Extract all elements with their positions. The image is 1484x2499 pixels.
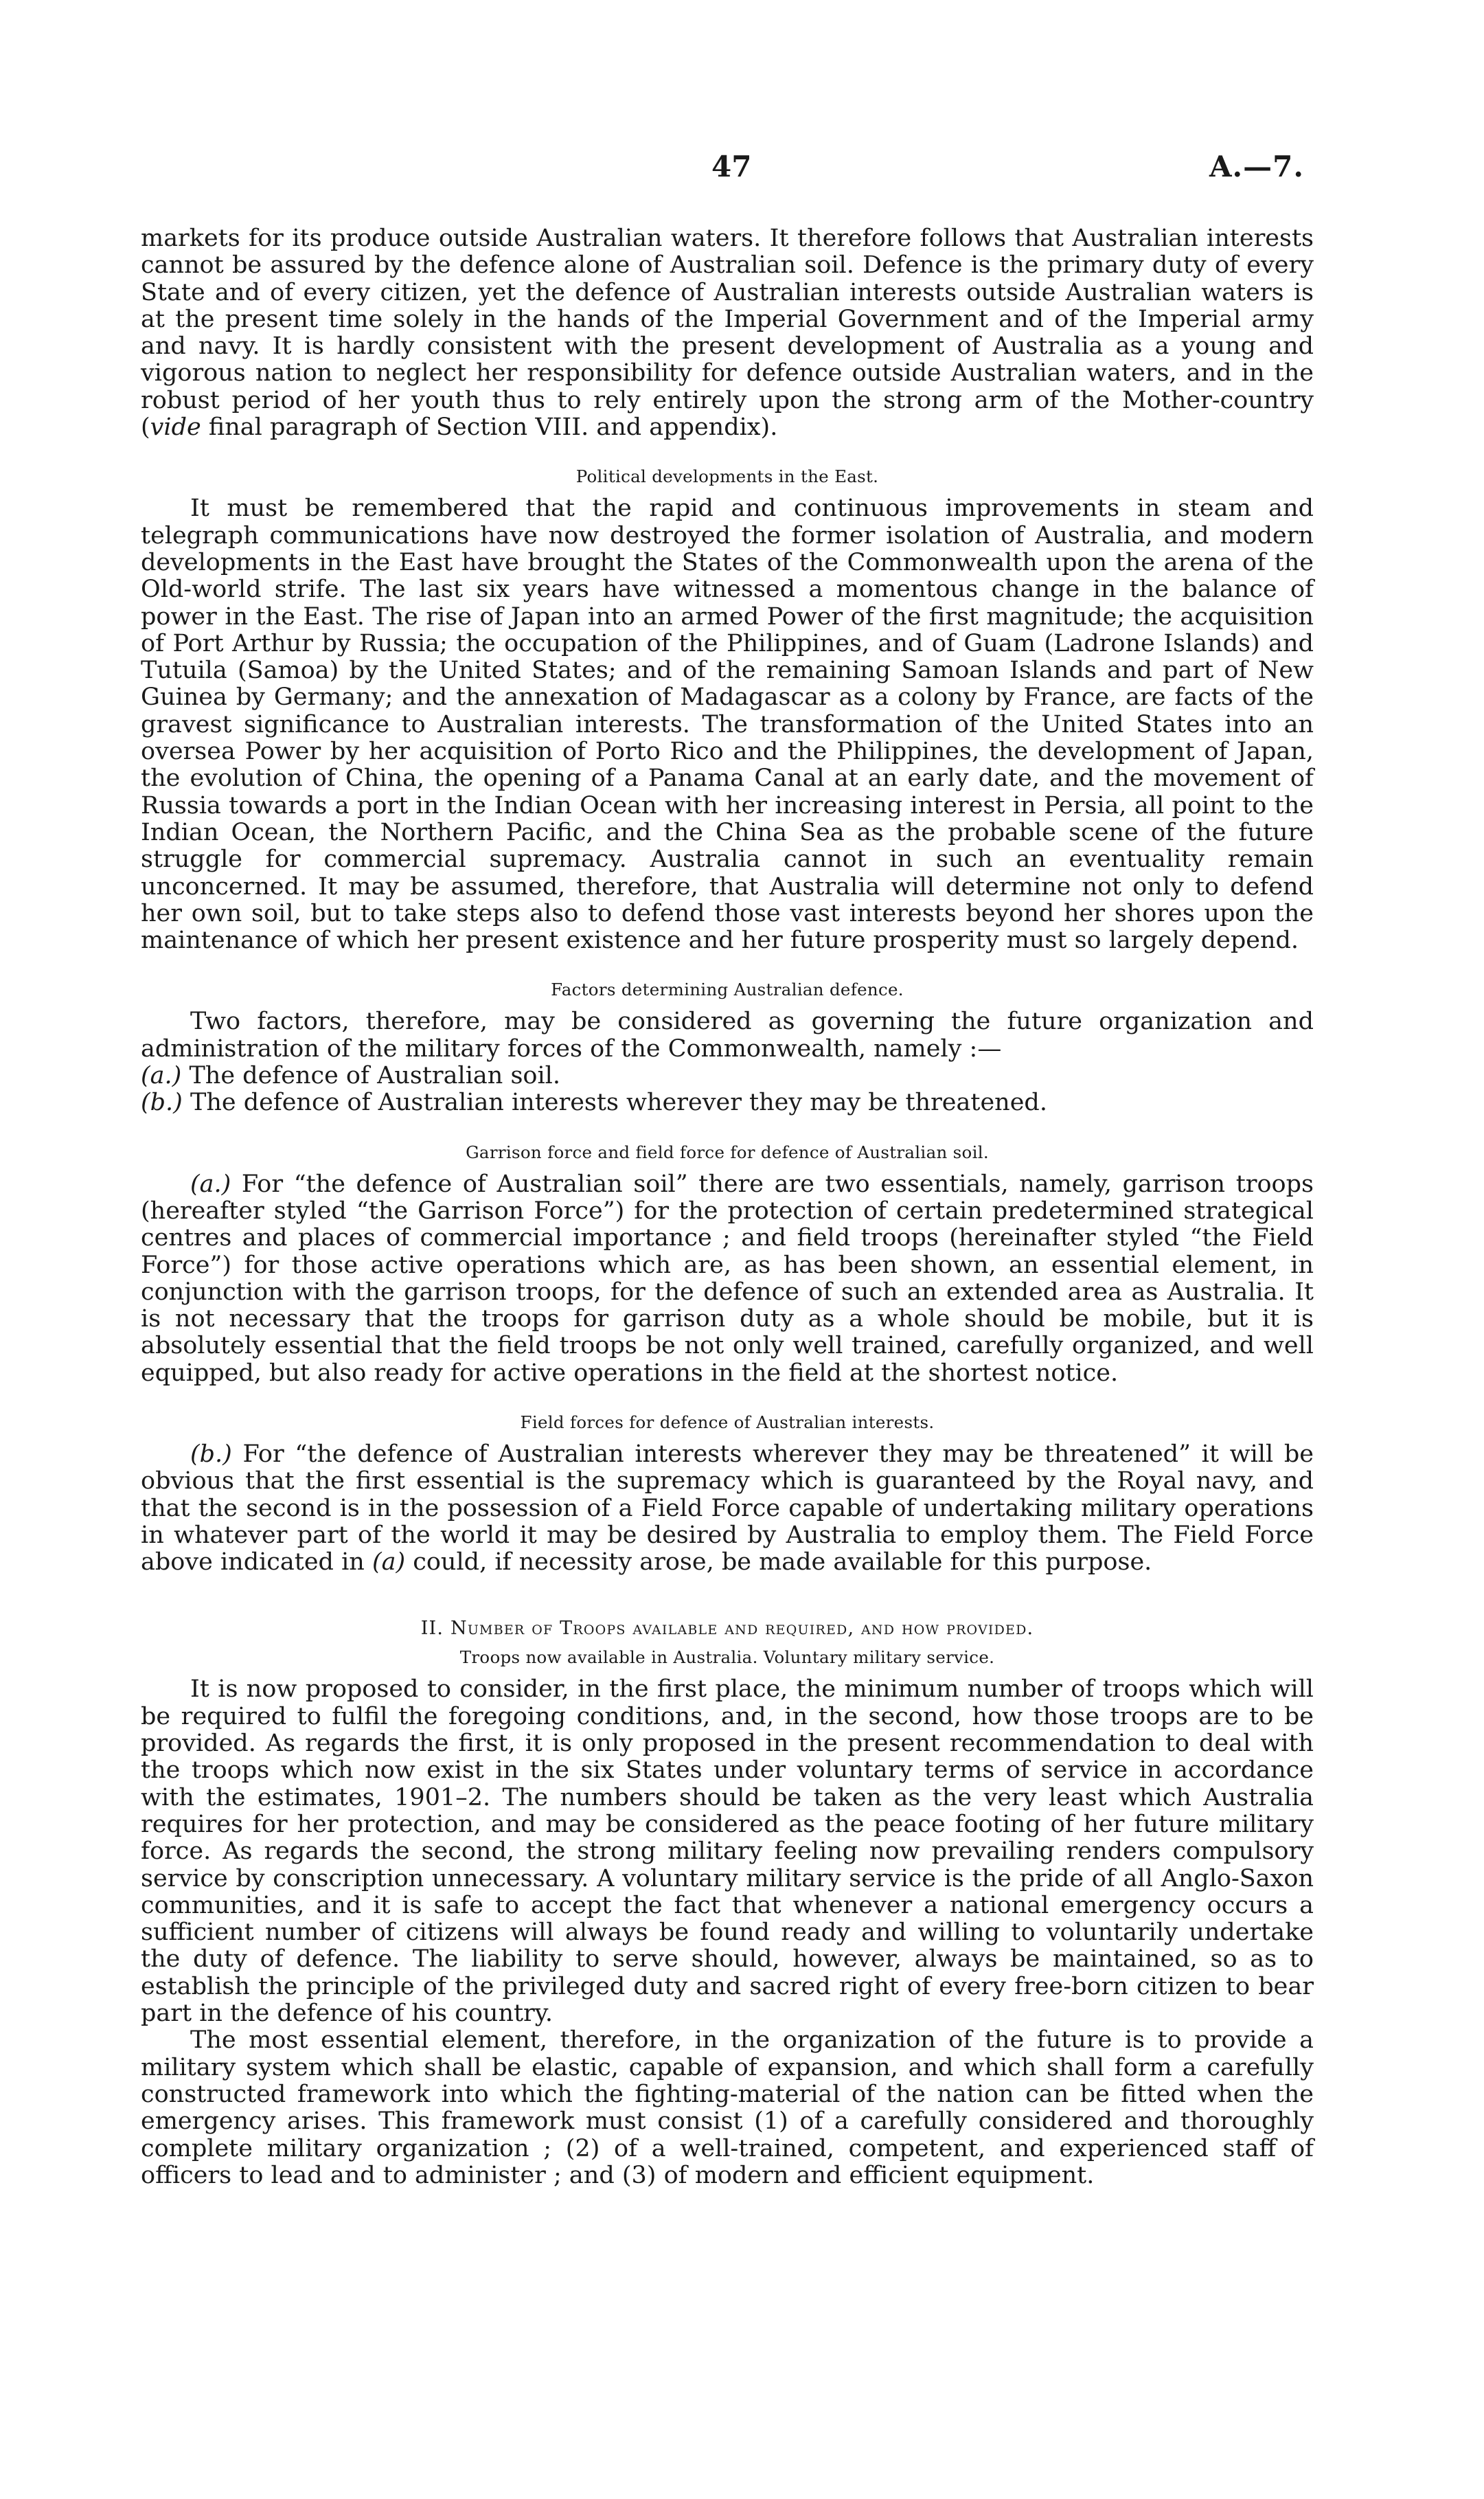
heading-political-developments: Political developments in the East. xyxy=(575,466,879,487)
heading-garrison-force: Garrison force and field force for defence of Australian soil. xyxy=(466,1142,989,1162)
paragraph-military-system: The most essential element, therefore, in the organization of the future is to provide a military system which shall be elastic, capable of expansion, and which shall form a carefully constructed framework into which the fighting-material of the nation can be fitted when the emergency arises. This framework must consist (1) of a carefully considered and thoroughly complete military organization ; (2) of a well-trained, competent, and experienced staff of officers to lead and to administer ; and (3) of modern and efficient equipment. xyxy=(141,2026,1314,2189)
list-item-b: (b.) The defence of Australian interests wherever they may be threatened. xyxy=(141,1089,1047,1117)
section-ii-title: II. Number of Troops available and required, and how provided. xyxy=(420,1618,1034,1640)
paragraph-field-forces: (b.) For “the defence of Australian interests wherever they may be threatened” it will be obvious that the first essential is the supremacy which is guaranteed by the Royal navy, and that the second is in the possession of a Field Force capable of undertaking military operations in whatever part of the world it may be desired by Australia to employ them. The Field Force above indicated in (a) could, if necessity arose, be made available for this purpose. xyxy=(141,1440,1314,1576)
heading-field-forces: Field forces for defence of Australian interests. xyxy=(520,1412,935,1432)
paragraph-continuation: markets for its produce outside Australian waters. It therefore follows that Australian interests cannot be assured by the defence alone of Australian soil. Defence is the primary duty of every State and of every citizen, yet the defence of Australian interests outside Australian waters is at the present time solely in the hands of the Imperial Government and of the Imperial army and navy. It is hardly consistent with the present development of Australia as a young and vigorous nation to neglect her responsibility for defence outside Australian waters, and in the robust period of her youth thus to rely entirely upon the strong arm of the Mother-country (vide final paragraph of Section VIII. and appendix). xyxy=(141,225,1314,442)
page-number: 47 xyxy=(711,150,752,183)
paragraph-troops-available: It is now proposed to consider, in the first place, the minimum number of troops which will be required to fulfil the foregoing conditions, and, in the second, how those troops are to be provided. As regards the first, it is only proposed in the present recommendation to deal with the troops which now exist in the six States under voluntary terms of service in accordance with the estimates, 1901–2. The numbers should be taken as the very least which Australia requires for her protection, and may be considered as the peace footing of her future military force. As regards the second, the strong military feeling now prevailing renders compulsory service by conscription unnecessary. A voluntary military service is the pride of all Anglo-Saxon communities, and it is safe to accept the fact that whenever a national emergency occurs a sufficient number of citizens will always be found ready and willing to voluntarily undertake the duty of defence. The liability to serve should, however, always be maintained, so as to establish the principle of the privileged duty and sacred right of every free-born citizen to bear part in the defence of his country. xyxy=(141,1675,1314,2028)
heading-factors: Factors determining Australian defence. xyxy=(551,980,904,1000)
document-body xyxy=(141,225,1314,2189)
list-item-a: (a.) The defence of Australian soil. xyxy=(141,1062,560,1090)
heading-troops-available: Troops now available in Australia. Voluntary military service. xyxy=(459,1647,995,1668)
document-reference: A.—7. xyxy=(1209,150,1304,183)
paragraph-garrison-force: (a.) For “the defence of Australian soil” there are two essentials, namely, garrison troops (hereafter styled “the Garrison Force”) for the protection of certain predetermined strategical centres and places of commercial importance ; and field troops (hereinafter styled “the Field Force”) for those active operations which are, as has been shown, an essential element, in conjunction with the garrison troops, for the defence of such an extended area as Australia. It is not necessary that the troops for garrison duty as a whole should be mobile, but it is absolutely essential that the field troops be not only well trained, carefully organized, and well equipped, but also ready for active operations in the field at the shortest notice. xyxy=(141,1170,1314,1387)
paragraph-factors: Two factors, therefore, may be considered as governing the future organization and administration of the military forces of the Commonwealth, namely :— xyxy=(141,1008,1314,1063)
page-header xyxy=(0,150,1484,191)
paragraph-political-developments: It must be remembered that the rapid and continuous improvements in steam and telegraph communications have now destroyed the former isolation of Australia, and modern developments in the East have brought the States of the Commonwealth upon the arena of the Old-world strife. The last six years have witnessed a momentous change in the balance of power in the East. The rise of Japan into an armed Power of the first magnitude; the acquisition of Port Arthur by Russia; the occupation of the Philippines, and of Guam (Ladrone Islands) and Tutuila (Samoa) by the United States; and of the remaining Samoan Islands and part of New Guinea by Germany; and the annexation of Madagascar as a colony by France, are facts of the gravest significance to Australian interests. The transformation of the United States into an oversea Power by her acquisition of Porto Rico and the Philippines, the development of Japan, the evolution of China, the opening of a Panama Canal at an early date, and the movement of Russia towards a port in the Indian Ocean with her increasing interest in Persia, all point to the Indian Ocean, the Northern Pacific, and the China Sea as the probable scene of the future struggle for commercial supremacy. Australia cannot in such an eventuality remain unconcerned. It may be assumed, therefore, that Australia will determine not only to defend her own soil, but to take steps also to defend those vast interests beyond her shores upon the maintenance of which her present existence and her future prosperity must so largely depend. xyxy=(141,495,1314,955)
